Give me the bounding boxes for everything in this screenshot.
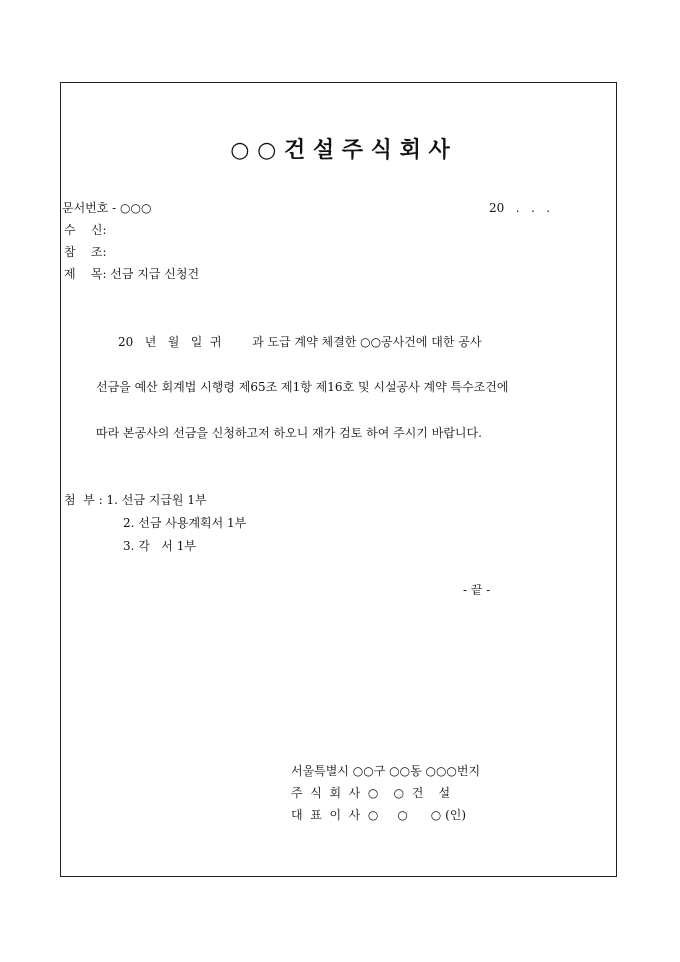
- recipient-line: 수 신:: [64, 223, 107, 237]
- sender-company: 주 식 회 사 ○ ○ 건 설: [291, 786, 451, 800]
- attachment-item-1: 첨 부 : 1. 선금 지급원 1부: [64, 493, 207, 507]
- body-line-3: 따라 본공사의 선금을 신청하고저 하오니 재가 검토 하여 주시기 바랍니다.: [96, 426, 482, 440]
- doc-date: 20 . . .: [489, 201, 551, 215]
- sender-address: 서울특별시 ○○구 ○○동 ○○○번지: [291, 764, 481, 778]
- document-title: ○ ○ 건 설 주 식 회 사: [230, 137, 450, 163]
- body-line-1: 20 년 월 일 귀 과 도급 계약 체결한 ○○공사건에 대한 공사: [118, 335, 482, 349]
- body-line-2: 선금을 예산 회계법 시행령 제65조 제1항 제16호 및 시설공사 계약 특수조건에: [96, 380, 509, 394]
- subject-line: 제 목: 선금 지급 신청건: [64, 267, 200, 281]
- end-mark: - 끝 -: [463, 583, 491, 597]
- reference-line: 참 조:: [64, 245, 107, 259]
- attachment-item-3: 3. 각 서 1부: [123, 539, 196, 553]
- attachment-item-2: 2. 선금 사용계획서 1부: [123, 516, 247, 530]
- sender-representative: 대 표 이 사 ○ ○ ○ (인): [291, 808, 467, 822]
- doc-number: 문서번호 - ○○○: [62, 201, 152, 215]
